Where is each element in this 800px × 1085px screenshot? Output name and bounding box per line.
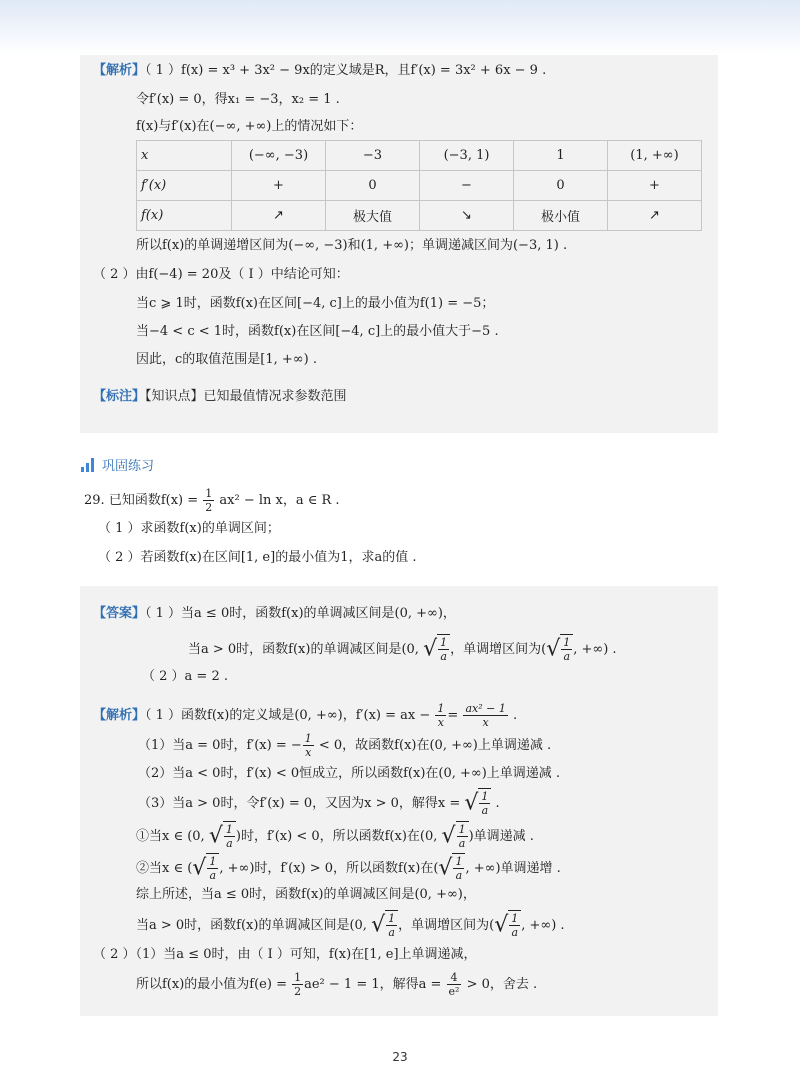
analysis2-line-2: （1）当a = 0时，f′(x) = − $\frac{1}{x}$ < 0，故函数f(x)在(0, +∞)上单调递减 . [138, 732, 552, 759]
fraction: $\frac{1}{x}$ [304, 732, 312, 759]
analysis-line-8: 因此，c的取值范围是[1, +∞) . [136, 352, 317, 367]
fraction: $\frac{1}{2}$ [294, 971, 302, 998]
table-cell: 0 [514, 171, 608, 201]
analysis-line-6: 当c ⩾ 1时，函数f(x)在区间[−4, c]上的最小值为f(1) = −5； [136, 296, 495, 311]
fraction: $\frac{4}{\text{e²}}$ [448, 971, 460, 998]
problem-number: 29. [84, 493, 105, 508]
table-cell: 0 [326, 171, 420, 201]
table-cell: f(x) [137, 201, 232, 231]
analysis2-line-9: （ 2 ）（1）当a ≤ 0时，由（ I ）可知，f(x)在[1, e]上单调递减， [93, 947, 477, 962]
page-number: 23 [392, 1050, 408, 1064]
increasing-arrow-icon: ↗ [232, 201, 326, 231]
problem-q2: （ 2 ）若函数f(x)在区间[1, e]的最小值为1，求a的值 . [98, 550, 417, 565]
section-header [81, 455, 154, 474]
table-cell: (−3, 1) [420, 141, 514, 171]
table-cell: + [608, 171, 702, 201]
table-cell: f′(x) [137, 171, 232, 201]
fraction: $\frac{1}{x}$ [437, 702, 445, 729]
analysis-line-7: 当−4 < c < 1时，函数f(x)在区间[−4, c]上的最小值大于−5 . [136, 324, 499, 339]
table-cell: 极大值 [326, 201, 420, 231]
table-cell: 极小值 [514, 201, 608, 231]
sqrt-expression: √ $\frac{1}{a}$ [371, 910, 398, 941]
table-cell: (−∞, −3) [232, 141, 326, 171]
decreasing-arrow-icon: ↘ [420, 201, 514, 231]
table-cell: 1 [514, 141, 608, 171]
note-line: 【标注】【知识点】已知最值情况求参数范围 [93, 389, 347, 404]
sqrt-expression: √ $\frac{1}{a}$ [209, 821, 236, 852]
sqrt-expression: √ $\frac{1}{a}$ [423, 634, 450, 665]
analysis2-line-7: 综上所述，当a ≤ 0时，函数f(x)的单调减区间是(0, +∞)， [136, 887, 476, 902]
bar-chart-icon [81, 458, 94, 472]
analysis-tag: 【解析】 [93, 63, 146, 78]
table-row [137, 141, 702, 171]
sqrt-expression: √ $\frac{1}{a}$ [192, 853, 219, 884]
problem-stem: 29. 已知函数f(x) = $\frac{1}{2}$ ax² − ln x，a ∈ R . [84, 487, 340, 514]
analysis-line-3: f(x)与f′(x)在(−∞, +∞)上的情况如下： [136, 119, 363, 134]
table-cell: x [137, 141, 232, 171]
analysis2-line-8: 当a > 0时，函数f(x)的单调减区间是(0, √ $\frac{1}{a}$ ，单调增区间为(√ $\frac{1}{a}$ , +∞) . [136, 912, 565, 939]
analysis-line-4: 所以f(x)的单调递增区间为(−∞, −3)和(1, +∞)；单调递减区间为(−3, 1) . [136, 238, 568, 253]
answer-tag: 【答案】 [93, 606, 146, 621]
increasing-arrow-icon: ↗ [608, 201, 702, 231]
analysis2-line-6: ②当x ∈ (√ $\frac{1}{a}$ , +∞)时，f′(x) > 0，所以函数f(x)在(√ $\frac{1}{a}$ , +∞)单调递增 . [136, 855, 561, 882]
sqrt-expression: √ $\frac{1}{a}$ [438, 853, 465, 884]
answer-line-1: 【答案】（ 1 ）当a ≤ 0时，函数f(x)的单调减区间是(0, +∞)， [93, 606, 456, 621]
table-row [137, 171, 702, 201]
sqrt-expression: √ $\frac{1}{a}$ [464, 788, 491, 819]
analysis2-line-4: （3）当a > 0时，令f′(x) = 0，又因为x > 0，解得x = √ $\frac{1}{a}$ . [138, 790, 500, 817]
analysis-line-2: 令f′(x) = 0，得x₁ = −3，x₂ = 1 . [136, 92, 340, 107]
answer-line-2: 当a > 0时，函数f(x)的单调减区间是(0, √ $\frac{1}{a}$ ，单调增区间为(√ $\frac{1}{a}$ , +∞) . [188, 636, 617, 663]
table-cell: − [420, 171, 514, 201]
section-title: 巩固练习 [102, 459, 155, 474]
fraction: $\frac{1}{2}$ [205, 487, 213, 514]
table-cell: (1, +∞) [608, 141, 702, 171]
note-tag: 【标注】 [93, 389, 146, 404]
variation-table [136, 140, 702, 231]
analysis-tag: 【解析】 [93, 708, 146, 723]
problem-q1: （ 1 ）求函数f(x)的单调区间； [98, 521, 280, 536]
analysis2-line-5: ①当x ∈ (0, √ $\frac{1}{a}$ )时，f′(x) < 0，所以函数f(x)在(0, √ $\frac{1}{a}$ )单调递减 . [136, 823, 534, 850]
analysis2-line-10: 所以f(x)的最小值为f(e) = $\frac{1}{2}$ ae² − 1 = 1，解得a = $\frac{4}{\text{e²}}$ > 0，舍去 . [136, 971, 538, 998]
table-cell: −3 [326, 141, 420, 171]
analysis2-line-1: 【解析】（ 1 ）函数f(x)的定义域是(0, +∞)，f′(x) = ax − $\frac{1}{x}$ = $\frac{\text{ax² − 1}}{x}$ . [93, 702, 518, 729]
analysis-line-5: （ 2 ）由f(−4) = 20及（ I ）中结论可知： [93, 267, 349, 282]
analysis-line-1: 【解析】（ 1 ）f(x) = x³ + 3x² − 9x的定义域是R，且f′(x) = 3x² + 6x − 9 . [93, 63, 547, 78]
table-row [137, 201, 702, 231]
answer-line-3: （ 2 ）a = 2 . [142, 669, 228, 684]
sqrt-expression: √ $\frac{1}{a}$ [546, 634, 573, 665]
table-cell: + [232, 171, 326, 201]
analysis2-line-3: （2）当a < 0时，f′(x) < 0恒成立，所以函数f(x)在(0, +∞)上单调递减 . [138, 766, 561, 781]
sqrt-expression: √ $\frac{1}{a}$ [494, 910, 521, 941]
fraction: $\frac{\text{ax² − 1}}{x}$ [465, 702, 506, 729]
sqrt-expression: √ $\frac{1}{a}$ [442, 821, 469, 852]
